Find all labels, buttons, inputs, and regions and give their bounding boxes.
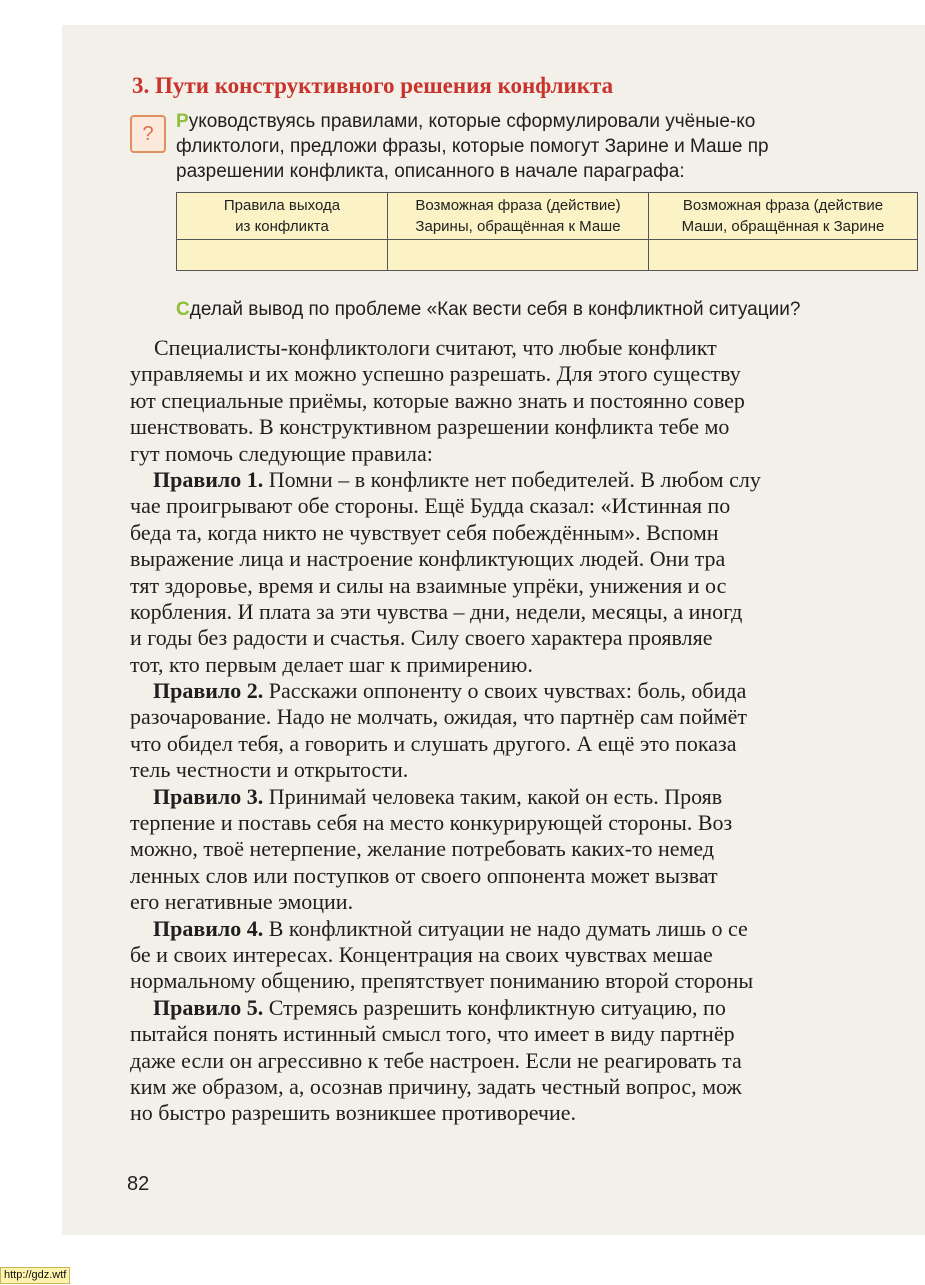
rule-title: Правило 1. <box>153 466 264 492</box>
conclusion-task: Сделай вывод по проблеме «Как вести себя в конфликтной ситуации? <box>176 299 801 320</box>
paragraph-line: даже если он агрессивно к тебе настроен. Если не реагировать та <box>130 1047 742 1073</box>
rules-table <box>176 192 918 271</box>
paragraph-line: беда та, когда никто не чувствует себя побеждённым». Вспомн <box>130 519 719 545</box>
task-line: разрешении конфликта, описанного в начале параграфа: <box>176 161 685 182</box>
paragraph-line: ким же образом, а, осознав причину, задать честный вопрос, мож <box>130 1073 742 1099</box>
initial-letter: С <box>176 299 190 320</box>
rule-4-first-line: Правило 4. В конфликтной ситуации не надо думать лишь о се <box>153 915 748 941</box>
table-row <box>177 240 918 271</box>
paragraph-line: ленных слов или поступков от своего оппонента может вызват <box>130 862 718 888</box>
paragraph-line: его негативные эмоции. <box>130 889 354 915</box>
question-icon <box>130 115 166 153</box>
paragraph-line: тель честности и открытости. <box>130 757 409 783</box>
paragraph-line: выражение лица и настроение конфликтующих людей. Они тра <box>130 546 726 572</box>
table-header-cell: Правила выхода из конфликта <box>177 193 388 240</box>
paragraph-line: корбления. И плата за эти чувства – дни, недели, месяцы, а иногд <box>130 598 743 624</box>
question-glyph: ? <box>142 123 154 145</box>
rule-title: Правило 5. <box>153 994 264 1020</box>
rule-1-first-line: Правило 1. Помни – в конфликте нет победителей. В любом слу <box>153 466 761 492</box>
table-header-cell: Возможная фраза (действие Маши, обращённая к Зарине <box>649 193 918 240</box>
paragraph-line: разочарование. Надо не молчать, ожидая, что партнёр сам поймёт <box>130 704 748 730</box>
paragraph-line: гут помочь следующие правила: <box>130 440 433 466</box>
task-line: Руководствуясь правилами, которые сформулировали учёные-ко <box>176 111 756 132</box>
paragraph-line: что обидел тебя, а говорить и слушать другого. А ещё это показа <box>130 730 737 756</box>
paragraph-line: бе и своих интересах. Концентрация на своих чувствах мешае <box>130 941 713 967</box>
initial-letter: Р <box>176 111 189 132</box>
table-cell <box>649 240 918 271</box>
paragraph-line: нормальному общению, препятствует пониманию второй стороны <box>130 968 754 994</box>
table-header-row <box>177 193 918 240</box>
section-heading: 3. Пути конструктивного решения конфликта <box>132 73 614 98</box>
paragraph-line: тят здоровье, время и силы на взаимные упрёки, унижения и ос <box>130 572 727 598</box>
rule-title: Правило 2. <box>153 678 264 704</box>
paragraph-line: терпение и поставь себя на место конкурирующей стороны. Воз <box>130 810 733 836</box>
paragraph-line: шенствовать. В конструктивном разрешении конфликта тебе мо <box>130 414 730 440</box>
paragraph-line: чае проигрывают обе стороны. Ещё Будда сказал: «Истинная по <box>130 493 731 519</box>
paragraph-line: но быстро разрешить возникшее противоречие. <box>130 1100 577 1126</box>
paragraph-line: тот, кто первым делает шаг к примирению. <box>130 651 533 677</box>
paragraph-line: пытайся понять истинный смысл того, что имеет в виду партнёр <box>130 1021 735 1047</box>
table-header-cell: Возможная фраза (действие) Зарины, обращённая к Маше <box>388 193 649 240</box>
watermark-link[interactable]: http://gdz.wtf <box>0 1267 70 1284</box>
table-cell <box>177 240 388 271</box>
paragraph-line: управляемы и их можно успешно разрешать. Для этого существу <box>130 361 741 387</box>
paragraph-line: можно, твоё нетерпение, желание потребовать каких-то немед <box>130 836 715 862</box>
paragraph-line: ют специальные приёмы, которые важно знать и постоянно совер <box>130 387 745 413</box>
task-line: фликтологи, предложи фразы, которые помогут Зарине и Маше пр <box>176 136 769 157</box>
table-cell <box>388 240 649 271</box>
task-text <box>176 109 925 184</box>
rule-title: Правило 4. <box>153 915 264 941</box>
rule-2-first-line: Правило 2. Расскажи оппоненту о своих чувствах: боль, обида <box>153 678 747 704</box>
rule-5-first-line: Правило 5. Стремясь разрешить конфликтную ситуацию, по <box>153 994 726 1020</box>
textbook-page <box>62 25 925 1235</box>
paragraph-line: Специалисты-конфликтологи считают, что любые конфликт <box>154 335 717 360</box>
main-text <box>130 335 900 1127</box>
rule-title: Правило 3. <box>153 783 264 809</box>
page-number: 82 <box>127 1173 150 1195</box>
rule-3-first-line: Правило 3. Принимай человека таким, какой он есть. Прояв <box>153 783 723 809</box>
paragraph-line: и годы без радости и счастья. Силу своего характера проявляе <box>130 625 713 651</box>
